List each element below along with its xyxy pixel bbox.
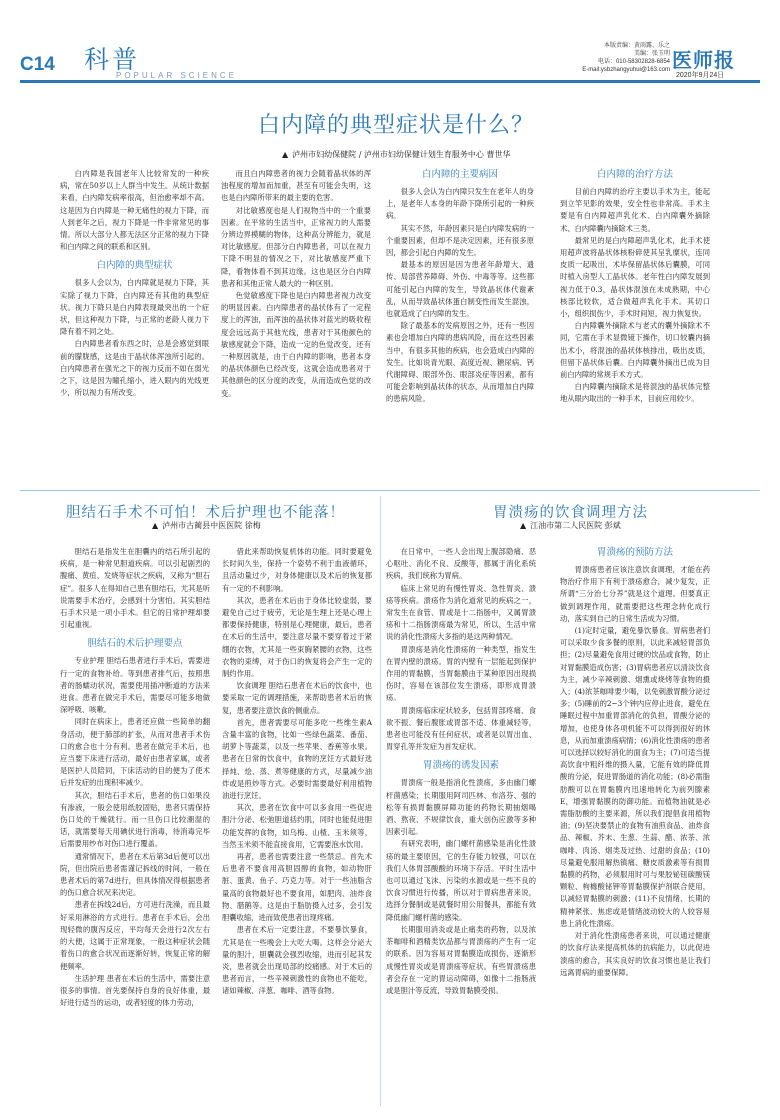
article2-title: 胆结石手术不可怕！术后护理也不能落！ [66, 505, 345, 521]
editor-info-line: 本版责编：黄雨露、乐之 [603, 43, 670, 49]
column-divider [380, 496, 381, 1106]
triangle-icon: ▲ [152, 521, 159, 530]
paragraph: 胃溃疡是消化性溃疡的一种类型，指发生在胃内壁的溃疡。胃的内壁有一层能起到保护作用的胃黏膜，当胃黏膜由于某种原因出现损伤时，容易在该部位发生溃疡，即形成胃溃疡。 [386, 644, 536, 703]
editor-info-line: 电话：010-58302828-6854 [597, 59, 670, 65]
subheading: 白内障的典型症状 [96, 260, 173, 272]
paragraph: (1)定时定量，避免暴饮暴食。胃病患者们可以采取少食多餐的原则，以此来减轻胃部负担；(2)尽量避免食用过硬的饮品或食物，防止对胃黏膜造成伤害；(3)胃病患者应以清淡饮食为主，减少辛辣刺激、烟熏或烧烤等食物的摄入；(4)浓茶咖啡要少喝，以免刺激胃酸分泌过多；(5)睡前的2~3个钟内应停止进食，避免在睡眠过程中加重胃部消化的负担，胃酸分泌的增加，也使身体各项机能不可以得到很好的休息，从而加重溃疡病情；(6)消化性溃疡的患者可以选择以较好消化的面食为主；(7)可适当提高饮食中粗纤维的摄入量，它能有效的降低胃酸的分泌，促进胃肠道的消化功能；(8)必需脂肪酸可以在胃黏膜内迅速地转化为前列腺素E，增强胃黏膜的防御功能。而植物油就是必需脂肪酸的主要来源，所以我们提倡食用植物油；(9)坚决要禁止的食物有油煎食品、油炸食品、辣椒、芥末、生葱、生蒜、醋、浓茶、浓咖啡、肉汤、烟类及过热、过甜的食品；(10)尽量避免服用解热镇痛、糖皮质激素等有损胃黏膜的药物，必须服用时可与果胶铋钮碳酸镁颗粒、枸橼酸铋钾等胃黏膜保护剂联合使用，以减轻胃黏膜的刺激；(11)不良情绪、长期的精神紧张、焦虑或是情绪波动较大的人较容易患上消化性溃疡。 [560, 626, 710, 928]
paragraph: 其次，患者在术后由于身体比较虚弱，要避免自己过于疲劳，无论是生理上还是心理上都要保持健康，特别是心理健康，最后，患者在术后的生活中，要注意尽量不要穿着过于紧绷的衣物，尤其是一些束胸紧腰的衣物，这些衣物的束缚，对于伤口的恢复将会产生一定的制约作用。 [222, 595, 372, 679]
article3-byline [520, 520, 621, 531]
subheading: 白内障的治疗方法 [596, 169, 673, 180]
paragraph: 胆结石是指发生在胆囊内的结石所引起的疾病，是一种常见胆道疾病。可以引起剧烈的腹痛、黄疸、发烧等症状之疾病，又称为“胆石症”。很多人在得知自己患有胆结石，尤其是听说需要手术治疗，会感到十分害怕。其实胆结石手术只是一项小手术。但它的日常护理却要引起重视。 [60, 547, 210, 630]
paragraph: 胃溃疡患者应该注意饮食调理，才能在药物治疗作用下有利于溃疡愈合，减少复发，正所谓“三分治七分养”就是这个道理。但要真正做到调理作用，就需要把这些理念转化成行动，落实到自己的日常生活成为习惯。 [560, 565, 710, 623]
subheading: 胃溃疡的预防方法 [596, 547, 673, 558]
editor-info-line: 美编：张玉明 [633, 51, 670, 57]
article2-byline-text: 泸州市古蔺县中医医院 徐梅 [162, 521, 261, 530]
editor-info-line: E-mail:ysbzhangyuhui@163.com [582, 67, 670, 73]
triangle-icon: ▲ [520, 521, 527, 530]
paragraph: 白内障是我国老年人比较常发的一种疾病，常在50岁以上人群当中发生。从统计数据来看，白内障发病率很高，但治愈率却不高。这是因为白内障是一种无痛性的视力下降，而人到老年之后，视力下降是一件非常常见的事情。所以大部分人都无法区分正常的视力下降和白内障之间的联系和区别。 [60, 169, 209, 252]
paragraph: 很多人会认为白内障只发生在老年人的身上，是老年人本身的年龄下降所引起的一种疾病。 [386, 187, 534, 221]
subheading: 胆结石的术后护理要点 [87, 638, 183, 650]
article1-byline-text: 泸州市妇幼保健院 / 泸州市妇幼保健计划生育服务中心 曹世华 [292, 150, 511, 159]
article1-col2 [221, 168, 371, 486]
page-number: C14 [20, 54, 55, 75]
article1-col1 [60, 168, 209, 486]
paragraph: 饮食调理 胆结石患者在术后的饮食中，也要采取一定的调理措施，来帮助患者术后的恢复，患者要注意饮食的侧重点。 [222, 681, 372, 715]
paragraph: 白内障囊内摘除术是将混浊的晶状体完整地从眼内取出的一种手术，目前应用较少。 [560, 382, 710, 404]
paragraph: 白内障囊外摘除术与老式的囊外摘除术不同，它需在手术显微镜下操作，切口较囊内摘出术小，将混浊的晶状体核排出，吸出皮质，但留下晶状体后囊。白内障囊外摘出已成为目前白内障的常规手术方式。 [560, 321, 710, 380]
paragraph: 对比敏感度也是人们视物当中的一个重要因素。在平常的生活当中，正常视力的人需要分辨边界模糊的物体，这种高分辨能力，就是对比敏感度。但部分白内障患者，可以在视力下降不明显的情况之下，对比敏感度严重下降，看物体看不到其边缘。这也是区分白内障患者和其他正常人最大的一种区别。 [221, 205, 371, 288]
editor-info [560, 42, 670, 74]
paragraph: 生活护理 患者在术后的生活中，需要注意很多的事情。首先要保持自身的良好体重，最好进行适当的运动，或者轻度的体力劳动， [60, 973, 210, 1008]
paragraph: 很多人会以为，白内障就是视力下降，其实除了视力下降，白内障还有其他的典型症状。视力下降只是白内障表现最突出的一个症状，但这种视力下降，与正常的老龄人视力下降有着不同之处。 [60, 278, 209, 337]
paragraph: 在日常中，一些人会出现上腹部隐痛、恶心呕吐、消化不良、反酸等，都属于消化系统疾病，我们统称为胃病。 [386, 547, 536, 581]
paragraph: 再者，患者也需要注意一些禁忌。首先术后患者不要食用高胆固醇的食物，如动物肝脏、蛋黄、鱼子、巧克力等。对于一些油脂含量高的食物最好也不要食用，如肥肉、油炸食物、腊鹅等。这是由于脂肪摄入过多，会引发胆囊收缩，进而致使患者出现疼痛。 [222, 852, 372, 923]
paragraph: 而且白内障患者的视力会随着晶状体的浑浊程度的增加而加重，甚至有可能会失明，这也是白内障所带来的最主要的危害。 [221, 169, 371, 203]
paragraph: 专业护理 胆结石患者进行手术后，需要进行一定的食物补给。等到患者排气后，按照患者的肠蠕动状况，需要使用插冲断道的方法来进食。患者在做完手术后，需要尽可能多地做深呼吸、咳嗽。 [60, 656, 210, 715]
paragraph: 借此来帮助恢复机体的功能。同时要避免长时间久坐，保持一个姿势不利于血液循环，且活动量过少，对身体健康以及术后的恢复都有一定的不利影响。 [222, 547, 372, 593]
paragraph: 通常情况下，患者在术后第3d后便可以出院，但出院后患者需谨记拆线的时间，一般在患者术后的第7d进行，但具体情况得根据患者的伤口愈合状况来决定。 [60, 851, 210, 898]
article1-title: 白内障的典型症状是什么？ [258, 113, 535, 138]
article3-col2 [560, 546, 710, 1106]
paragraph: 色觉敏感度下降也是白内障患者视力改变的明显因素。白内障患者的晶状体有了一定程度上的浑浊，而浑浊的晶状体对蓝光的吸收程度会远远高于其他光线，患者对于其他颜色的敏感度就会下降，造成一定的色觉改变。还有一种原因就是，由于白内障的影响，患者本身的晶状体颜色已经改变，这就会造成患者对于其他颜色的区分度的改变，从而造成色觉的改变。 [221, 291, 371, 398]
paragraph: 有研究表明，幽门螺杆菌感染是消化性溃疡的最主要原因，它的生存能力较强，可以在我们人体胃部酸酸的环境下存活。平时生活中也可以通过飞沫、污染的水源或是一些不良的饮食习惯进行传播，所以对于胃病患者来说，选择分餐制或是就餐时用公用餐具，都能有效降低幽门螺杆菌的感染。 [386, 839, 536, 922]
paragraph: 胃溃疡一般是指消化性溃疡，多由幽门螺杆菌感染；长期服用阿司匹林、布洛芬、强的松等有损胃黏膜屏障功能的药物长期抽烟喝酒、熬夜、不规律饮食，重大创伤应激等多种因素引起。 [386, 778, 536, 837]
article3-col1 [386, 546, 536, 1106]
paragraph: 患者在术后一定要注意，不要暴饮暴食，尤其是在一些晚会上大吃大喝。这样会分泌大量的胆汁，胆囊就会强烈收缩，进而引起其发炎，患者就会出现局部的绞痛感。对于术后的患者而言，一些辛辣刺激性的食物也不能吃，诸如辣椒、洋葱、咖啡、酒等食物。 [222, 925, 372, 996]
article2-byline [152, 520, 261, 531]
paragraph: 同时在病床上，患者还应做一些简单的翻身活动，便于肺部的扩张，从而对患者手术伤口的愈合也十分有利。患者在做完手术后，也应当要下床进行活动，最好由患者家属，或者是医护人员陪同，下床活动的目的便为了使术后并发症的出现积率减少。 [60, 717, 210, 788]
section-title-en: POPULAR SCIENCE [116, 71, 238, 80]
paragraph: 其次，胆结石手术后，患者的伤口如果没有渗液，一般会使用纸胶固贴，患者只需保持伤口处的干燥就行。而一旦伤口比较潮湿的话，就需要每天用碘伏进行消毒，待消毒完毕后需要用纱布对伤口进行覆盖。 [60, 790, 210, 849]
paragraph: 长期服用消炎或是止痛类的药物，以及浓茶咖啡和酒精类饮品都与胃溃疡的产生有一定的联系。因为容易对胃黏膜造成损伤，逐渐形成慢性胃炎或是胃溃疡等症状。有些胃溃疡患者会存在一定的胃运动障碍，如像十二指肠液或是胆汁等反流，导致胃黏膜受损。 [386, 924, 536, 995]
paragraph: 患者在拆线2d后，方可进行洗澡，而且最好采用淋浴的方式进行。患者在手术后，会出现轻微的腹泻反应，平均每天会进行2次左右的大便，这属于正常现象，一般这种症状会随着伤口的愈合状况而逐渐好转，恢复正常的解便频率。 [60, 900, 210, 971]
article2-col1 [60, 546, 210, 1106]
paragraph: 白内障患者看东西之时，总是会感觉到眼前的朦胧感，这是由于晶状体浑浊所引起的。白内障患者在强光之下的视力反而不如在弱光之下，这是因为瞳孔缩小，进入眼内的光线更少，所以视力有所改变。 [60, 339, 209, 398]
subheading: 胃溃疡的诱发因素 [422, 760, 499, 772]
article3-title: 胃溃疡的饮食调理方法 [493, 505, 648, 521]
article1-col3 [386, 168, 534, 486]
paragraph: 胃溃疡临床症状较多，包括胃部疼痛、食欲不振、餐后腹胀或胃部不适、体重减轻等，患者也可能没有任何症状，或者是以胃出血、胃穿孔等并发症为首发症状。 [386, 705, 536, 752]
paragraph: 首先，患者需要尽可能多吃一些维生素A含量丰富的食物，比如一些绿色蔬菜、番茄、胡萝卜等蔬菜，以及一些苹果、香蕉等水果。患者在日常的饮食中，食物的烹饪方式最好选择炖、烩、蒸、煮等健康的方式，尽量减少油炸或是煎炒等方式。必要时需要最好利用植物油进行烹饪。 [222, 717, 372, 801]
paragraph: 目前白内障的治疗主要以手术为主，能起到立竿见影的效果，安全性也非常高。手术主要是有白内障超声乳化术、白内障囊外摘除术、白内障囊内摘除术三类。 [560, 187, 710, 233]
paragraph: 临床上常见的有慢性胃炎、急性胃炎、溃疡等疾病。溃疡作为消化道常见的疾病之一，常发生在食管、胃或是十二指肠中，又属胃溃疡和十二指肠溃疡最为常见，所以，生活中常说的消化性溃疡大多指的是这两种情况。 [386, 583, 536, 642]
paragraph: 最常见的是白内障超声乳化术，此手术使用超声波将晶状体核粉碎使其呈乳糜状，连同皮质一起吸出，术毕保留晶状体后囊膜，可同时植入房型人工晶状体。老年性白内障发展到视力低于0.3，晶状体混浊在未成熟期，中心核部比较软，适合做超声乳化手术。其切口小，组织损伤少，手术时间短，视力恢复快。 [560, 235, 710, 319]
article3-byline-text: 江油市第二人民医院 彭斌 [530, 521, 621, 530]
paragraph: 除了最基本的发病原因之外，还有一些因素也会增加白内障的患病风险，而在这些因素当中，有很多其他的疾病，也会造成白内障的发生。比如说青光眼、高度近视、糖尿病、钙代谢障碍、眼部外伤、眼部炎症等因素，都有可能会影响到晶状体的状态，从而增加白内障的患病风险。 [386, 321, 534, 404]
newspaper-logo: 医师报 [672, 48, 735, 72]
section-divider [20, 490, 760, 491]
paragraph: 其次，患者在饮食中可以多食用一些促进胆汁分泌、松弛胆道括约肌，同时也能促进胆功能发挥的食物，如乌梅、山楂、玉米须等，当然玉米须不能直接食用，它需要泡水饮用。 [222, 803, 372, 849]
paragraph: 最基本的原因是因为患者年龄增大、遗传、局部营养障碍、外伤、中毒等等。这些都可能引起白内障的发生，导致晶状体代谢紊乱，从而导致晶状体蛋白制变性而发生混浊，也就造成了白内障的发生。 [386, 260, 534, 319]
article1-col4 [560, 168, 710, 486]
article2-col2 [222, 546, 372, 1106]
paragraph: 对于消化性溃疡患者来说，可以通过健康的饮食疗法来提高机体的抗病能力，以此促进溃疡的愈合，其实良好的饮食习惯也是让我们远离胃病的重要保障。 [560, 931, 710, 977]
subheading: 白内障的主要病因 [421, 169, 498, 180]
issue-date: 2020年9月24日 [676, 72, 725, 79]
article1-byline [282, 149, 510, 160]
triangle-icon: ▲ [282, 150, 289, 159]
masthead-rule [20, 80, 760, 83]
section-title: 科普 [84, 45, 141, 74]
paragraph: 其实不然，年龄因素只是白内障发病的一个重要因素，但却不是决定因素，还有很多原因，都会引起白内障的发生。 [386, 223, 534, 258]
